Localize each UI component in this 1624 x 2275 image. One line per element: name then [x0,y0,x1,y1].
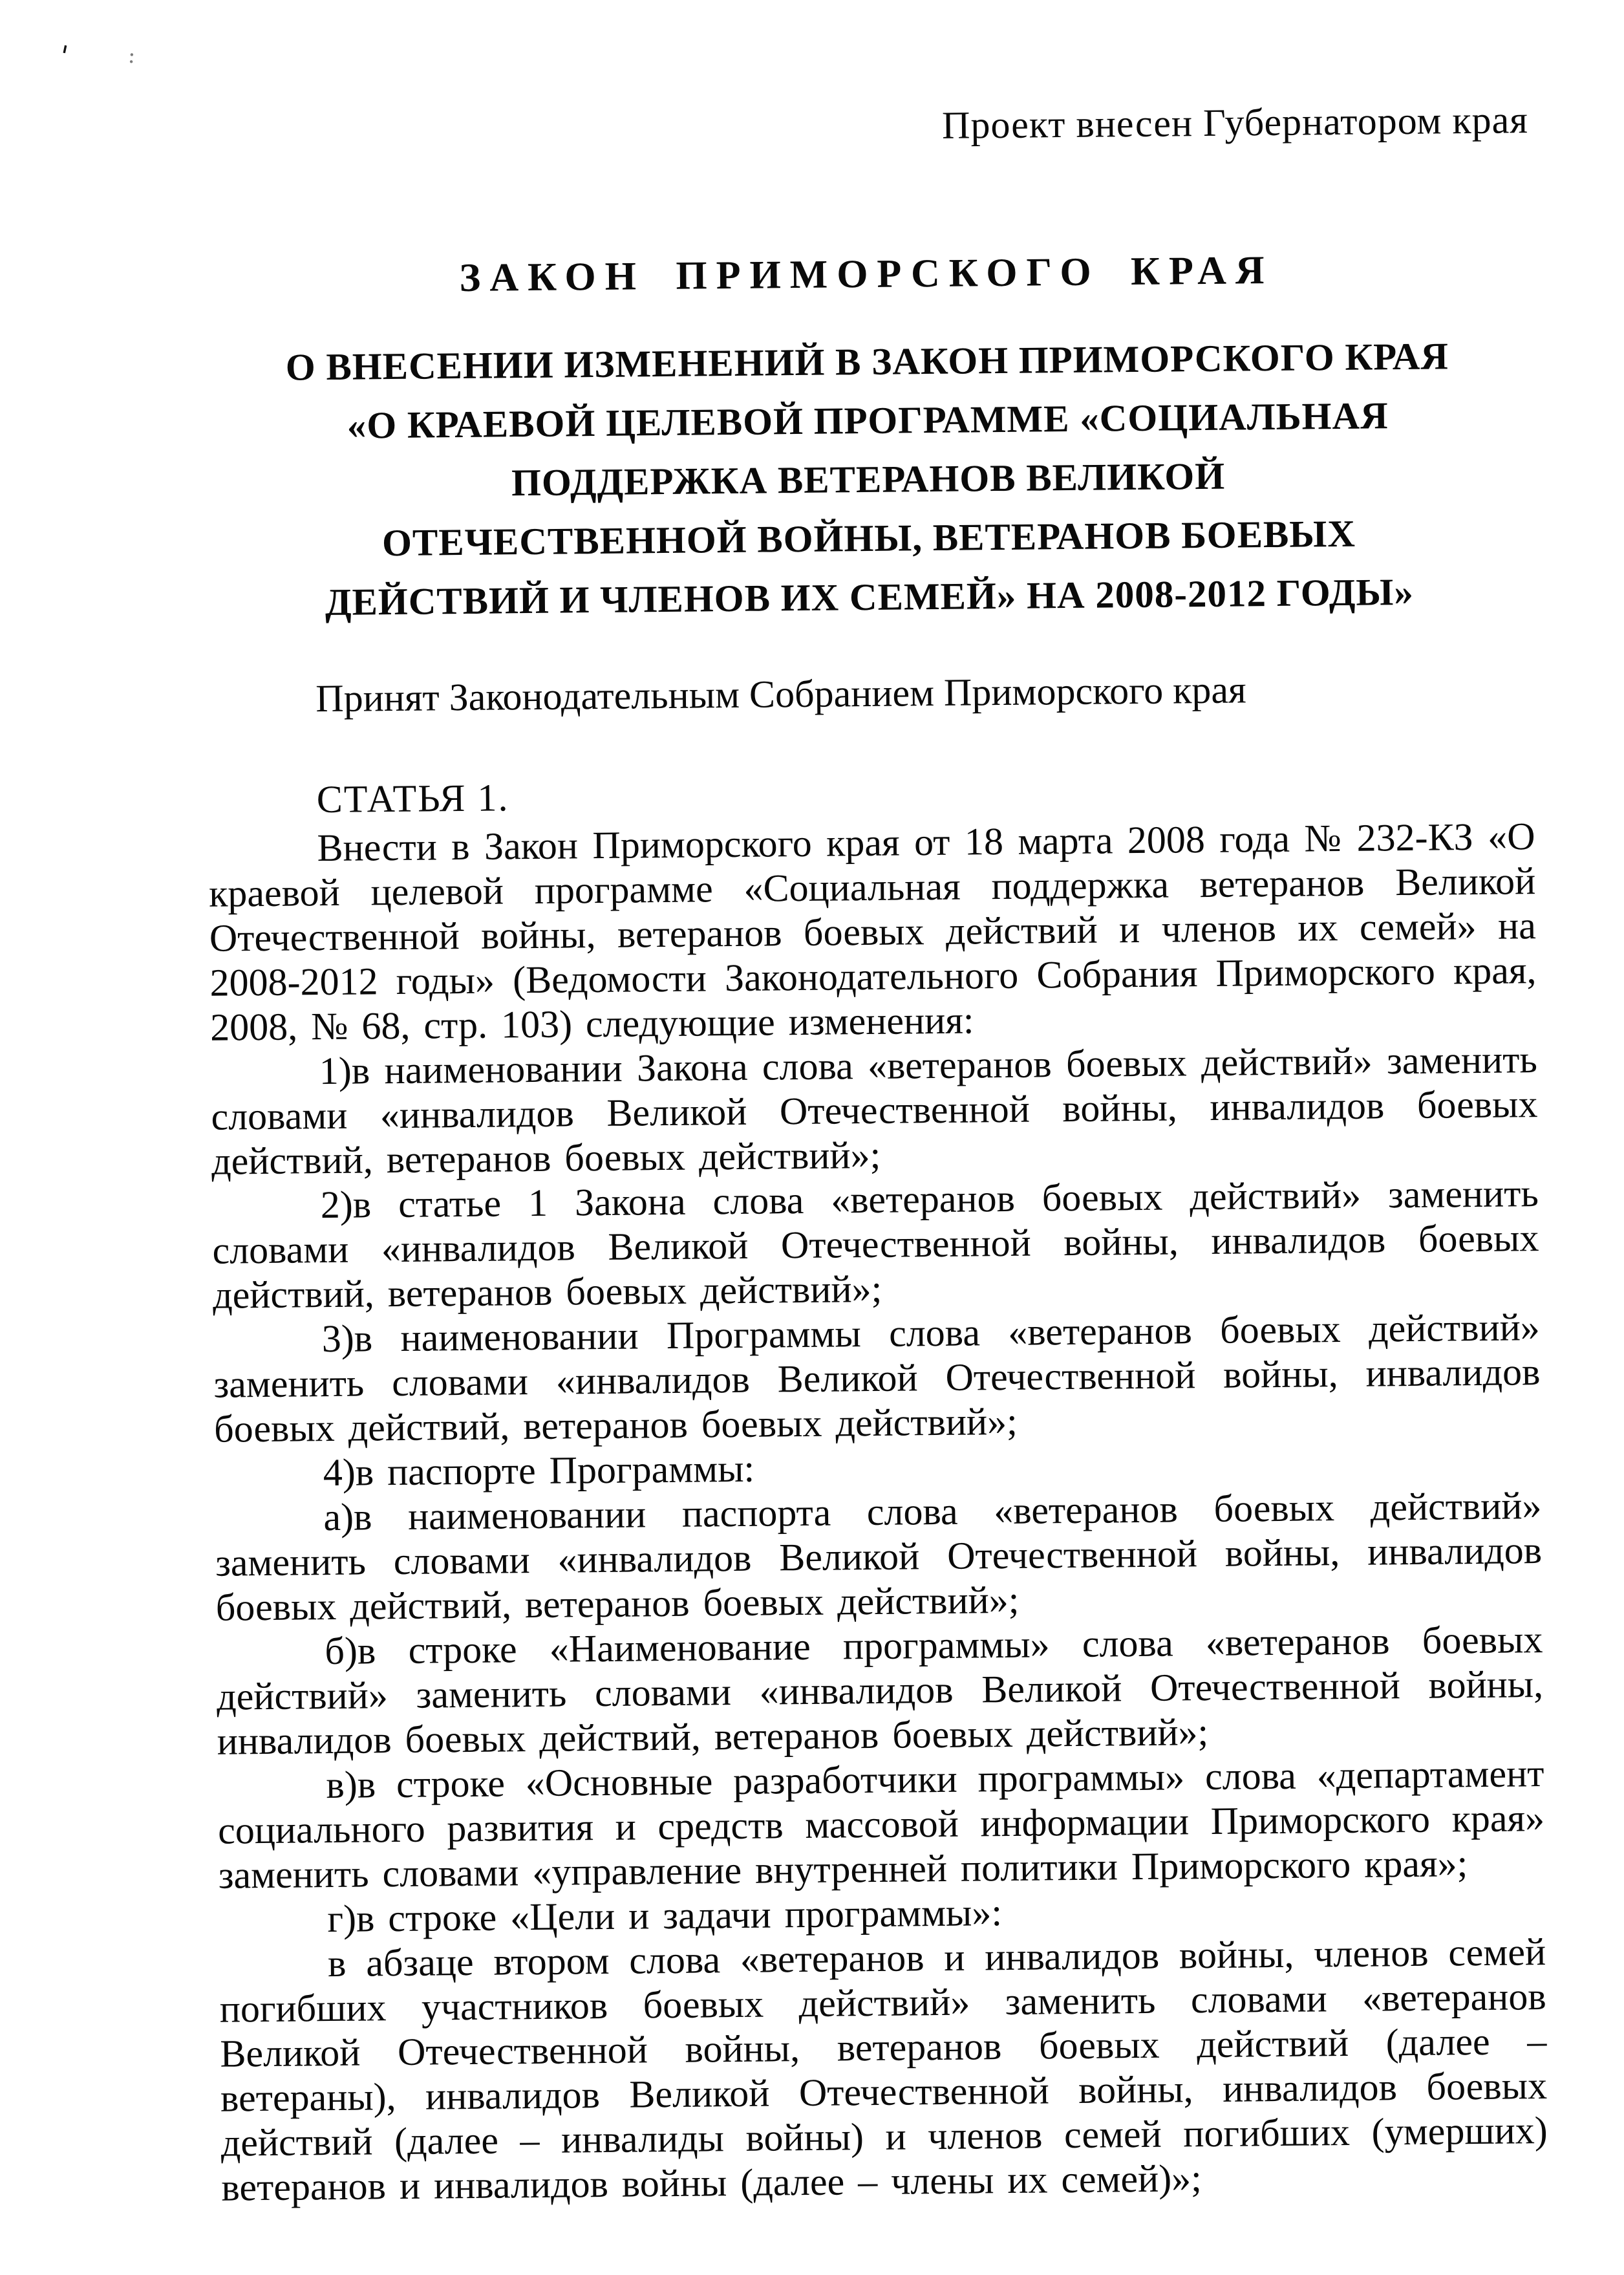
law-title-line: О ВНЕСЕНИИ ИЗМЕНЕНИЙ В ЗАКОН ПРИМОРСКОГО КРАЯ [285,334,1449,389]
law-title-line: «О КРАЕВОЙ ЦЕЛЕВОЙ ПРОГРАММЕ «СОЦИАЛЬНАЯ [347,394,1389,447]
body-paragraph: 4)в паспорте Программы: [323,1447,755,1494]
scan-artifact-speck: : [127,42,136,69]
body-paragraph: в абзаце втором слова «ветеранов и инвалидов войны, членов семей погибших участников боевых действий» заменить словами «ветеранов Великой Отечественной войны, ветеранов боевых действий (далее – ветераны), инвалидов Великой Отечественной войны, инвалидов боевых действий (далее – инвалиды войны) и членов семей погибших (умерших) ветеранов и инвалидов войны (далее – члены их семей)»; [219,1930,1548,2209]
law-title [204,326,1533,633]
law-title-line: ДЕЙСТВИЙ И ЧЛЕНОВ ИХ СЕМЕЙ» НА 2008-2012 ГОДЫ» [325,570,1415,624]
law-title-line: ОТЕЧЕСТВЕННОЙ ВОЙНЫ, ВЕТЕРАНОВ БОЕВЫХ [381,512,1356,565]
body-paragraph: 1)в наименовании Закона слова «ветеранов боевых действий» заменить словами «инвалидов Великой Отечественной войны, инвалидов боевых действий, ветеранов боевых действий»; [211,1038,1538,1183]
article-1-heading: СТАТЬЯ 1. [316,776,509,821]
body-paragraph: в)в строке «Основные разработчики программы» слова «департамент социального развития и средств массовой информации Приморского края» заменить словами «управление внутренней политики Приморского края»; [217,1752,1545,1897]
scan-artifact-speck: ' [56,39,71,74]
body-paragraph: 3)в наименовании Программы слова «ветеранов боевых действий» заменить словами «инвалидов Великой Отечественной войны, инвалидов боевых действий, ветеранов боевых действий»; [213,1306,1541,1450]
submitted-by-note: Проект внесен Губернатором края [941,98,1529,147]
law-title-line: ПОДДЕРЖКА ВЕТЕРАНОВ ВЕЛИКОЙ [511,454,1226,504]
document-content [200,0,1548,2210]
body-paragraph: а)в наименовании паспорта слова «ветеранов боевых действий» заменить словами «инвалидов Великой Отечественной войны, инвалидов боевых действий, ветеранов боевых действий»; [215,1484,1543,1629]
body-paragraph: б)в строке «Наименование программы» слова «ветеранов боевых действий» заменить словами «инвалидов Великой Отечественной войны, инвалидов боевых действий, ветеранов боевых действий»; [216,1618,1544,1763]
body-paragraph: г)в строке «Цели и задачи программы»: [327,1891,1003,1941]
body-paragraph: 2)в статье 1 Закона слова «ветеранов боевых действий» заменить словами «инвалидов Великой Отечественной войны, инвалидов боевых действий, ветеранов боевых действий»; [212,1172,1539,1317]
law-type-heading: ЗАКОН ПРИМОРСКОГО КРАЯ [459,248,1274,301]
article-body [208,814,1548,2210]
adopted-by-line: Принят Законодательным Собранием Приморского края [315,668,1246,720]
body-paragraph: Внести в Закон Приморского края от 18 марта 2008 года № 232-КЗ «О краевой целевой программе «Социальная поддержка ветеранов Великой Отечественной войны, ветеранов боевых действий и членов их семей» на 2008-2012 годы» (Ведомости Законодательного Собрания Приморского края, 2008, № 68, стр. 103) следующие изменения: [208,815,1537,1049]
